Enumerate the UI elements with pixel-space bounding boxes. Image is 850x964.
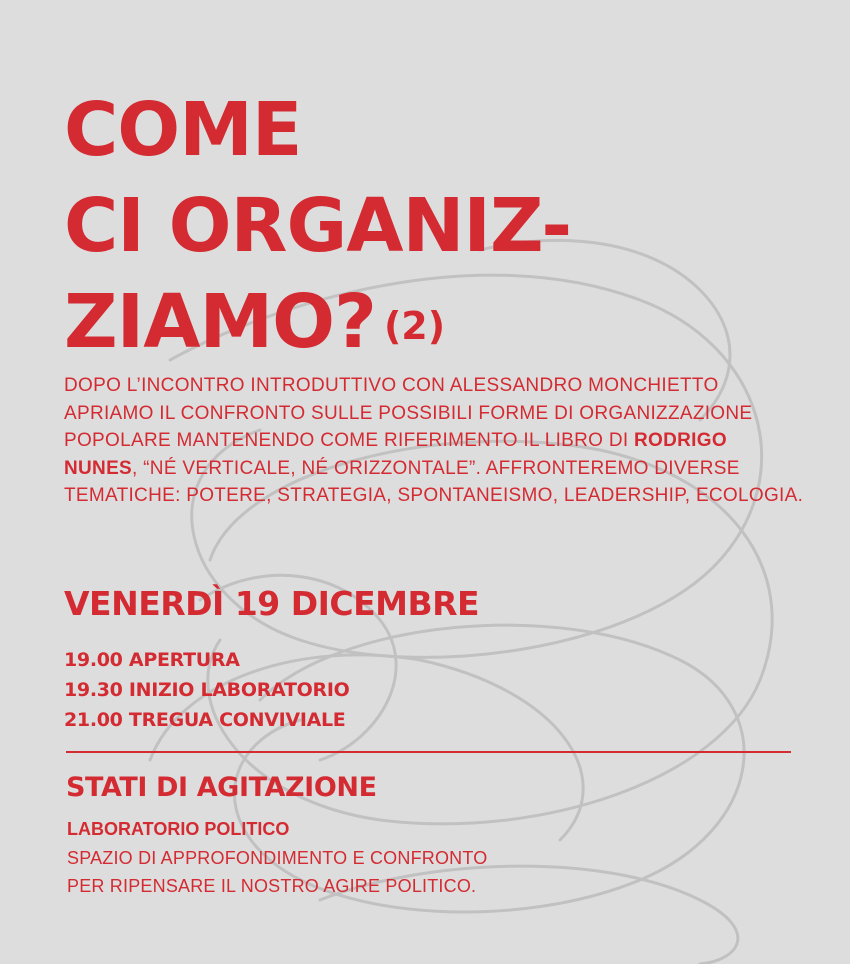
event-title xyxy=(64,82,571,374)
organizer-name: STATI DI AGITAZIONE xyxy=(66,772,377,803)
event-date: VENERDÌ 19 DICEMBRE xyxy=(64,584,480,623)
schedule-item: 21.00 TREGUA CONVIVIALE xyxy=(64,709,346,731)
title-line-1: COME xyxy=(64,87,302,173)
title-line-2: CI ORGANIZ- xyxy=(64,183,572,269)
organizer-subtitle: LABORATORIO POLITICO xyxy=(67,819,290,839)
divider xyxy=(66,751,791,753)
intro-paragraph xyxy=(64,372,804,510)
book-author: RODRIGO NUNES xyxy=(64,430,727,479)
organizer-description-line-1: SPAZIO DI APPROFONDIMENTO E CONFRONTO xyxy=(67,848,488,868)
intro-text-2: , “NÉ VERTICALE, NÉ ORIZZONTALE”. AFFRONTEREMO DIVERSE TEMATICHE: POTERE, STRATEGIA, SPONTANEISMO, LEADERSHIP, ECOLOGIA. xyxy=(64,457,804,506)
organizer-description-line-2: PER RIPENSARE IL NOSTRO AGIRE POLITICO. xyxy=(67,876,477,896)
intro-text-1: DOPO L’INCONTRO INTRODUTTIVO CON ALESSANDRO MONCHIETTO APRIAMO IL CONFRONTO SULLE POSSIBILI FORME DI ORGANIZZAZIONE POPOLARE MANTENENDO COME RIFERIMENTO IL LIBRO DI xyxy=(64,375,753,451)
schedule-list xyxy=(64,645,349,735)
schedule-item: 19.30 INIZIO LABORATORIO xyxy=(64,679,350,701)
title-line-3 xyxy=(64,274,571,374)
title-edition-number: (2) xyxy=(383,304,446,348)
schedule-item: 19.00 APERTURA xyxy=(64,649,240,671)
organizer-description xyxy=(67,844,487,900)
title-line-3-text: ZIAMO? xyxy=(64,279,376,365)
